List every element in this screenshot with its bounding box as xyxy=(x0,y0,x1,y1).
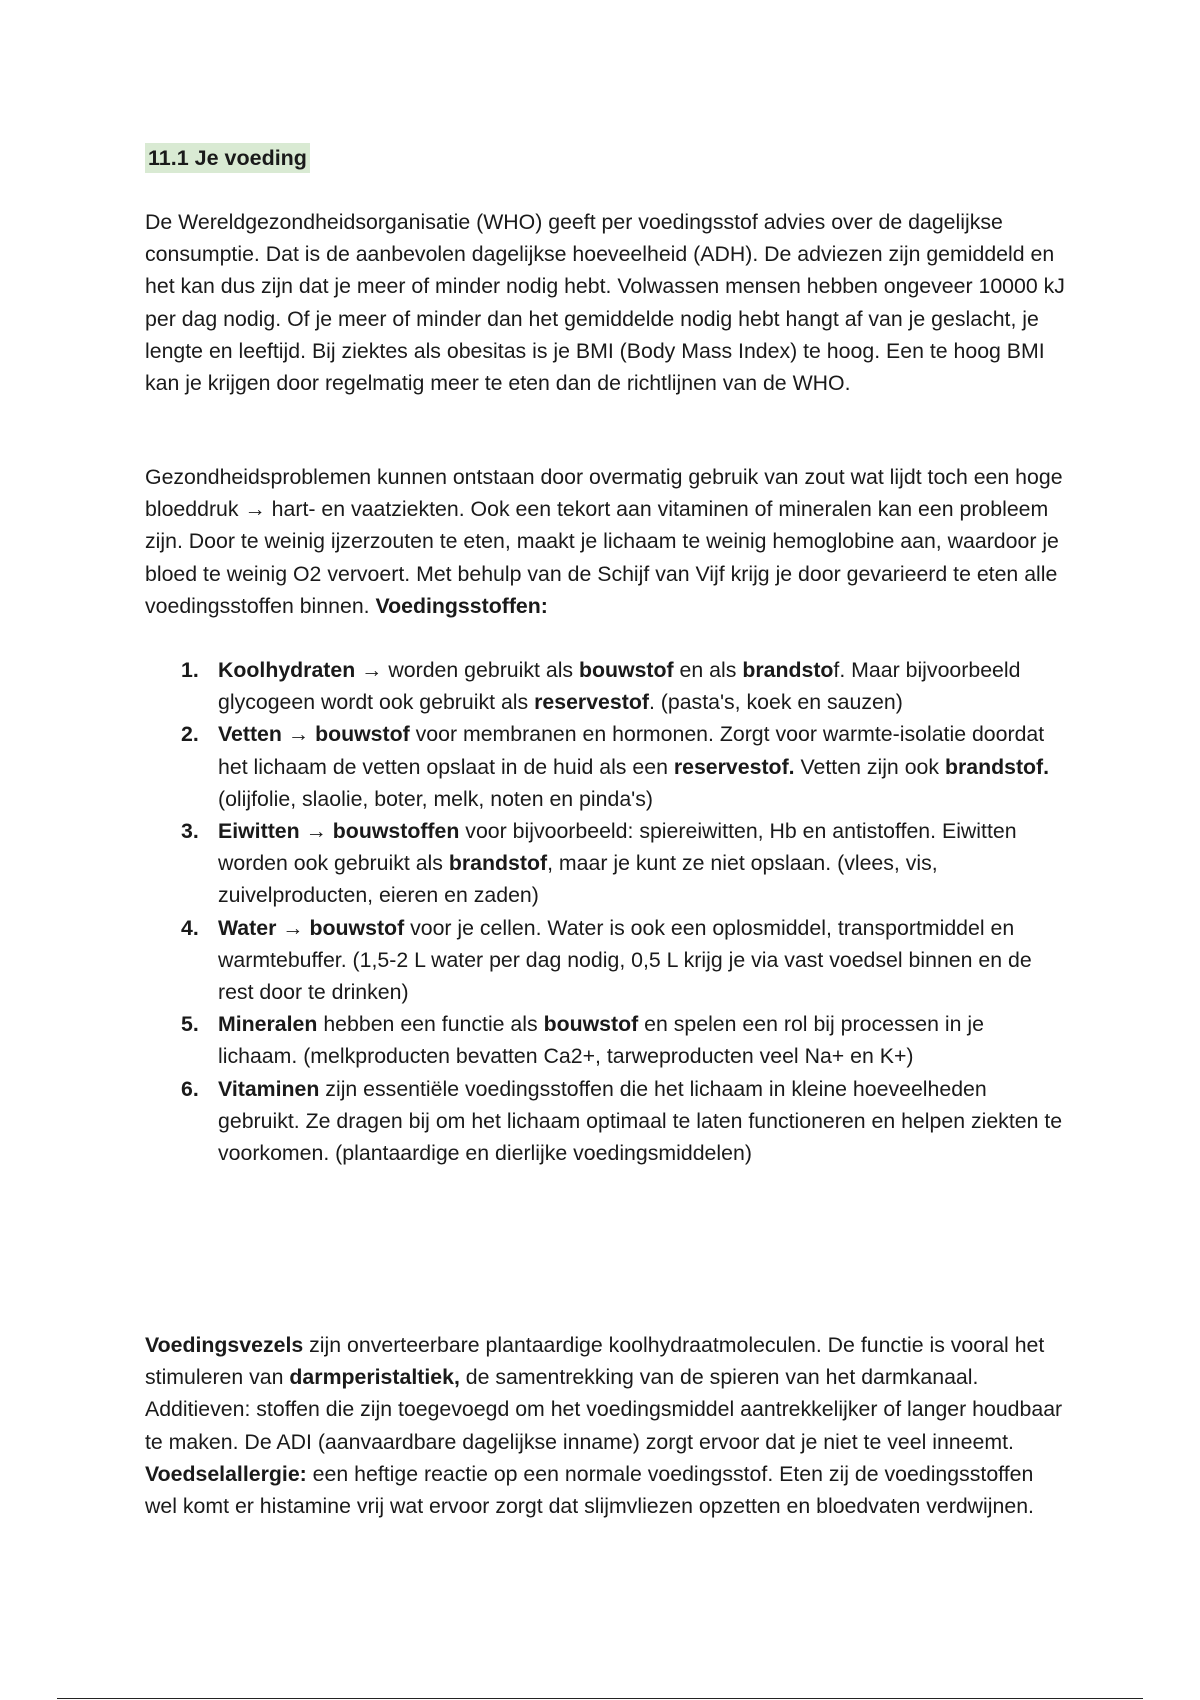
nutrients-label: Voedingsstoffen: xyxy=(375,593,548,618)
nutrients-list xyxy=(145,654,1065,1169)
list-item-number: 4. xyxy=(181,915,199,940)
list-item-text xyxy=(218,1012,984,1068)
health-problems-paragraph xyxy=(145,461,1065,622)
text-run: → worden gebruikt als xyxy=(355,658,579,682)
bold-text: brandsto xyxy=(742,658,834,682)
list-item-text xyxy=(218,1077,1062,1165)
list-item-number: 1. xyxy=(181,658,199,682)
list-item-text xyxy=(218,658,1020,714)
list-item-number: 2. xyxy=(181,722,199,747)
fiber-allergy-paragraph xyxy=(145,1329,1065,1522)
list-item xyxy=(145,1073,1065,1170)
list-item-text xyxy=(218,819,1017,907)
list-item xyxy=(145,1008,1065,1072)
text-run: (olijfolie, slaolie, boter, melk, noten en pinda's) xyxy=(218,786,653,811)
footer-divider xyxy=(57,1698,1143,1699)
text-run: . (pasta's, koek en sauzen) xyxy=(648,690,903,715)
bold-text: Koolhydraten xyxy=(218,658,356,682)
list-item xyxy=(145,912,1065,1009)
text-run: → xyxy=(276,915,310,940)
bold-text: brandstof. xyxy=(944,754,1050,779)
bold-text: Voedingsvezels xyxy=(145,1333,304,1357)
text-run: → xyxy=(281,722,316,747)
text-run: f. Maar bijvoorbeeld glycogeen wordt ook gebruikt als xyxy=(218,658,1021,715)
text-run: hebben een functie als xyxy=(317,1012,544,1037)
health-problems-text: Gezondheidsproblemen kunnen ontstaan door overmatig gebruik van zout wat lijdt toch een hoge bloeddruk → hart- en vaatziekten. Ook een tekort aan vitaminen of mineralen kan een probleem zijn. Door te weinig ijzerzouten te eten, maakt je lichaam te weinig hemoglobine aan, waardoor je bloed te weinig O2 vervoert. Met behulp van de Schijf van Vijf krijg je door gevarieerd te eten alle voedingsstoffen binnen. xyxy=(145,465,1063,618)
list-item-text xyxy=(218,916,1032,1004)
text-run: zijn onverteerbare plantaardige koolhydraatmoleculen. De functie is vooral het stimuleren van xyxy=(145,1333,1045,1390)
text-run: , maar je kunt ze niet opslaan. (vlees, vis, zuivelproducten, eieren en zaden) xyxy=(218,851,938,908)
bold-text: reservestof xyxy=(534,690,649,715)
list-item-number: 3. xyxy=(181,819,199,844)
intro-paragraph: De Wereldgezondheidsorganisatie (WHO) geeft per voedingsstof advies over de dagelijkse consumptie. Dat is de aanbevolen dagelijkse hoeveelheid (ADH). De adviezen zijn gemiddeld en het kan dus zijn dat je meer of minder nodig hebt. Volwassen mensen hebben ongeveer 10000 kJ per dag nodig. Of je meer of minder dan het gemiddelde nodig hebt hangt af van je geslacht, je lengte en leeftijd. Bij ziektes als obesitas is je BMI (Body Mass Index) te hoog. Een te hoog BMI kan je krijgen door regelmatig meer te eten dan de richtlijnen van de WHO. xyxy=(145,210,1065,396)
bold-text: bouwstoffen xyxy=(332,819,460,844)
bold-text: bouwstof xyxy=(579,658,674,682)
bold-text: Mineralen xyxy=(218,1012,318,1037)
list-item-text xyxy=(218,722,1049,810)
bold-text: darmperistaltiek, xyxy=(289,1365,460,1390)
bold-text: Water xyxy=(218,915,277,940)
list-item xyxy=(145,815,1065,912)
bold-text: Eiwitten xyxy=(218,819,300,844)
text-run: en spelen een rol bij processen in je lichaam. (melkproducten bevatten Ca2+, tarweproducten veel Na+ en K+) xyxy=(218,1012,984,1069)
text-run: voor membranen en hormonen. Zorgt voor warmte-isolatie doordat het lichaam de vetten opslaat in de huid als een xyxy=(218,722,1045,779)
bold-text: Voedselallergie: xyxy=(145,1461,307,1486)
text-run: en als xyxy=(673,658,743,682)
list-item-number: 5. xyxy=(181,1012,199,1037)
bold-text: Vetten xyxy=(218,722,282,747)
text-run: zijn essentiële voedingsstoffen die het lichaam in kleine hoeveelheden gebruikt. Ze dragen bij om het lichaam optimaal te laten functioneren en helpen ziekten te voorkomen. (plantaardige en dierlijke voedingsmiddelen) xyxy=(218,1076,1063,1166)
list-item-number: 6. xyxy=(181,1076,199,1101)
bold-text: Vitaminen xyxy=(218,1076,320,1101)
text-run: de samentrekking van de spieren van het darmkanaal. Additieven: stoffen die zijn toegevoegd om het voedingsmiddel aantrekkelijker of langer houdbaar te maken. De ADI (aanvaardbare dagelijkse inname) zorgt ervoor dat je niet te veel inneemt. xyxy=(145,1365,1063,1454)
text-run: → xyxy=(299,819,333,844)
bold-text: bouwstof xyxy=(315,722,410,747)
list-item xyxy=(145,654,1065,718)
bold-text: bouwstof xyxy=(309,915,405,940)
text-run: voor je cellen. Water is ook een oplosmiddel, transportmiddel en warmtebuffer. (1,5-2 L water per dag nodig, 0,5 L krijg je via vast voedsel binnen en de rest door te drinken) xyxy=(218,915,1032,1005)
bold-text: brandstof xyxy=(448,851,548,876)
text-run: Vetten zijn ook xyxy=(794,754,945,779)
text-run: een heftige reactie op een normale voedingsstof. Eten zij de voedingsstoffen wel komt er histamine vrij wat ervoor zorgt dat slijmvliezen opzetten en bloedvaten verdwijnen. xyxy=(145,1461,1034,1519)
bold-text: bouwstof xyxy=(543,1012,639,1037)
list-item xyxy=(145,718,1065,815)
bold-text: reservestof. xyxy=(673,754,795,779)
text-run: voor bijvoorbeeld: spiereiwitten, Hb en antistoffen. Eiwitten worden ook gebruikt als xyxy=(218,819,1017,876)
section-heading: 11.1 Je voeding xyxy=(145,143,310,173)
